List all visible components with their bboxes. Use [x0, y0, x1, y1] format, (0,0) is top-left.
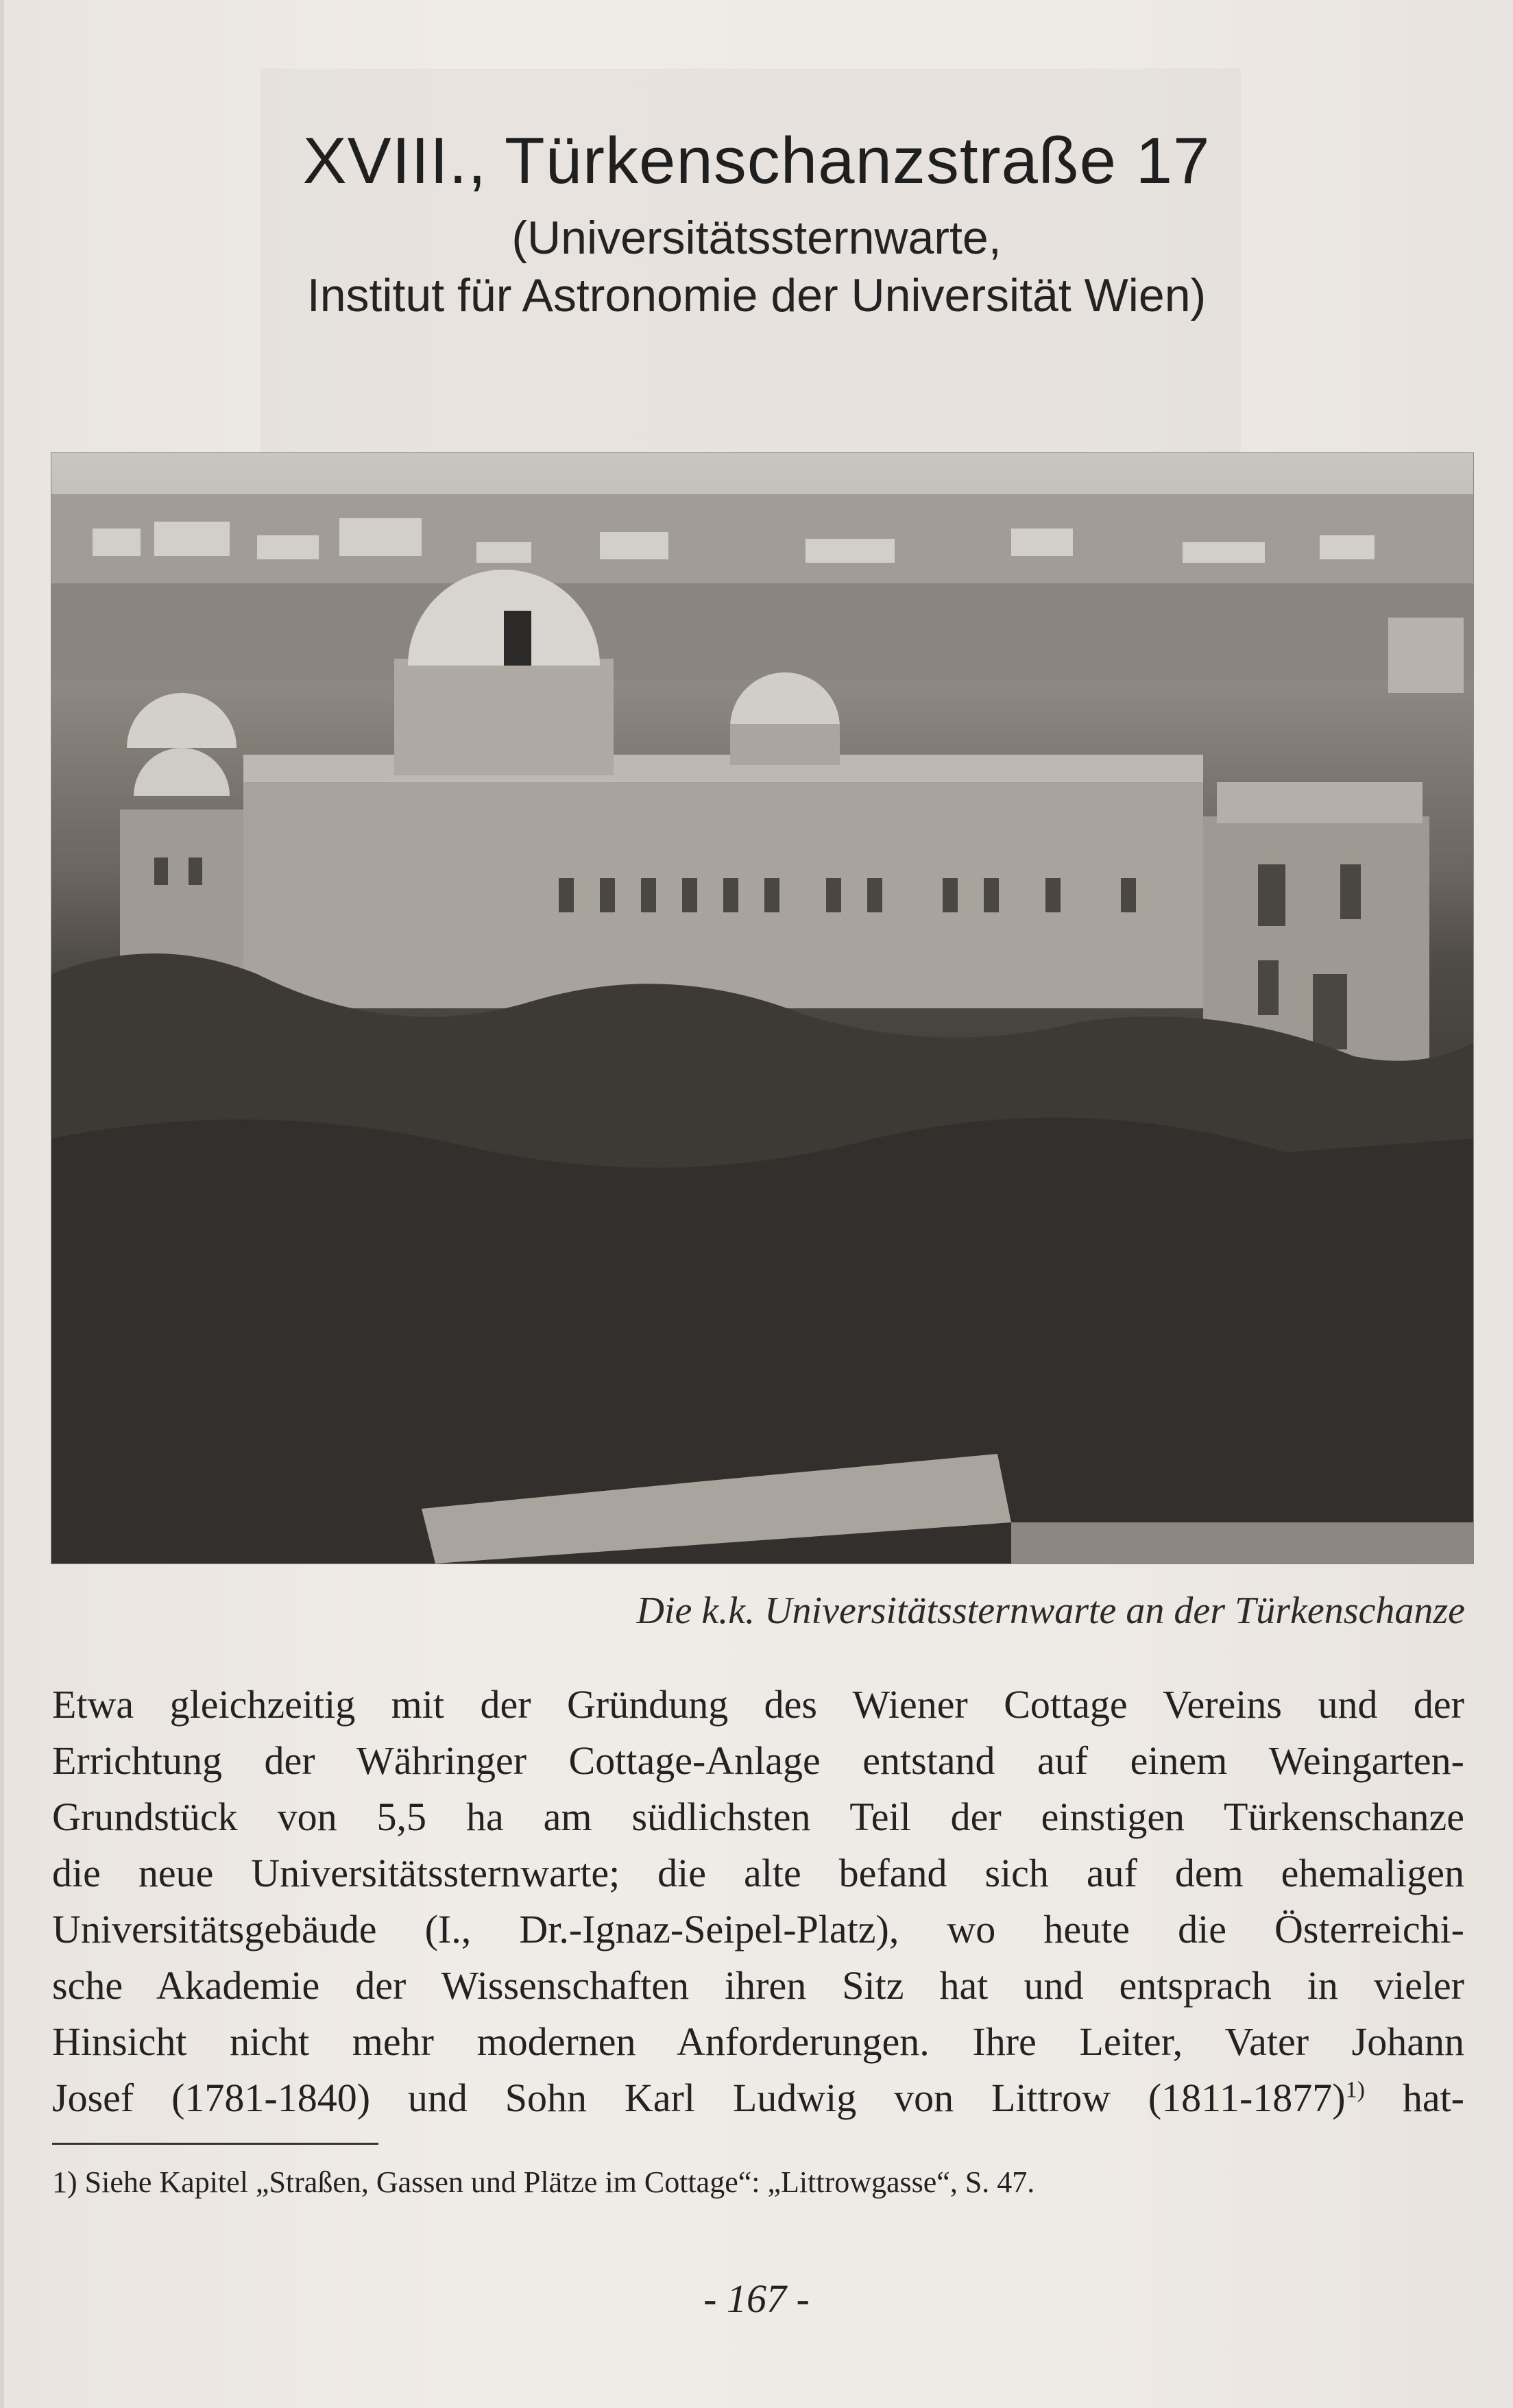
main-dome-drum — [394, 659, 614, 775]
fields — [51, 583, 1473, 679]
footnote: 1) Siehe Kapitel „Straßen, Gassen und Plätze im Cottage“: „Littrowgasse“, S. 47. — [52, 2165, 1035, 2199]
dome-slit — [504, 611, 531, 666]
body-line: die neue Universitätssternwarte; die alte befand sich auf dem ehemaligen — [52, 1851, 1464, 1895]
garden-fence — [1011, 1522, 1473, 1564]
body-line-last-tail: hat- — [1364, 2076, 1464, 2120]
body-line: Etwa gleichzeitig mit der Gründung des Wiener Cottage Vereins und der — [52, 1682, 1464, 1727]
chapter-subtitle-line-1: (Universitätssternwarte, — [511, 212, 1002, 264]
figure-caption: Die k.k. Universitätssternwarte an der Türkenschanze — [636, 1590, 1465, 1632]
observatory-illustration — [51, 453, 1473, 1564]
west-dome — [127, 693, 237, 748]
observatory-photograph — [51, 452, 1474, 1564]
page-number: - 167 - — [703, 2276, 810, 2321]
east-dome-drum — [730, 724, 840, 765]
west-dome-lower — [134, 748, 230, 796]
body-paragraph — [52, 1677, 1464, 2126]
chapter-title: XVIII., Türkenschanzstraße 17 — [302, 124, 1211, 197]
villa — [1388, 618, 1464, 693]
building-cornice — [243, 755, 1203, 782]
east-wing-top — [1217, 782, 1423, 823]
chapter-subtitle-line-2: Institut für Astronomie der Universität Wien) — [306, 269, 1207, 321]
body-line-last — [52, 2070, 1464, 2126]
body-line: Universitätsgebäude (I., Dr.-Ignaz-Seipel-Platz), wo heute die Österreichi- — [52, 1907, 1464, 1951]
body-line: Hinsicht nicht mehr modernen Anforderungen. Ihre Leiter, Vater Johann — [52, 2019, 1464, 2064]
page-edge-shadow — [0, 0, 4, 2408]
body-line: Errichtung der Währinger Cottage-Anlage entstand auf einem Weingarten- — [52, 1738, 1464, 1783]
body-line: sche Akademie der Wissenschaften ihren Sitz hat und entsprach in vieler — [52, 1963, 1464, 2008]
footnote-reference[interactable]: 1) — [1345, 2077, 1365, 2103]
footnote-rule — [52, 2143, 378, 2145]
body-line: Grundstück von 5,5 ha am südlichsten Teil der einstigen Türkenschanze — [52, 1795, 1464, 1839]
body-line-last-text: Josef (1781-1840) und Sohn Karl Ludwig von Littrow (1811-1877) — [52, 2076, 1346, 2120]
east-dome — [730, 672, 840, 727]
